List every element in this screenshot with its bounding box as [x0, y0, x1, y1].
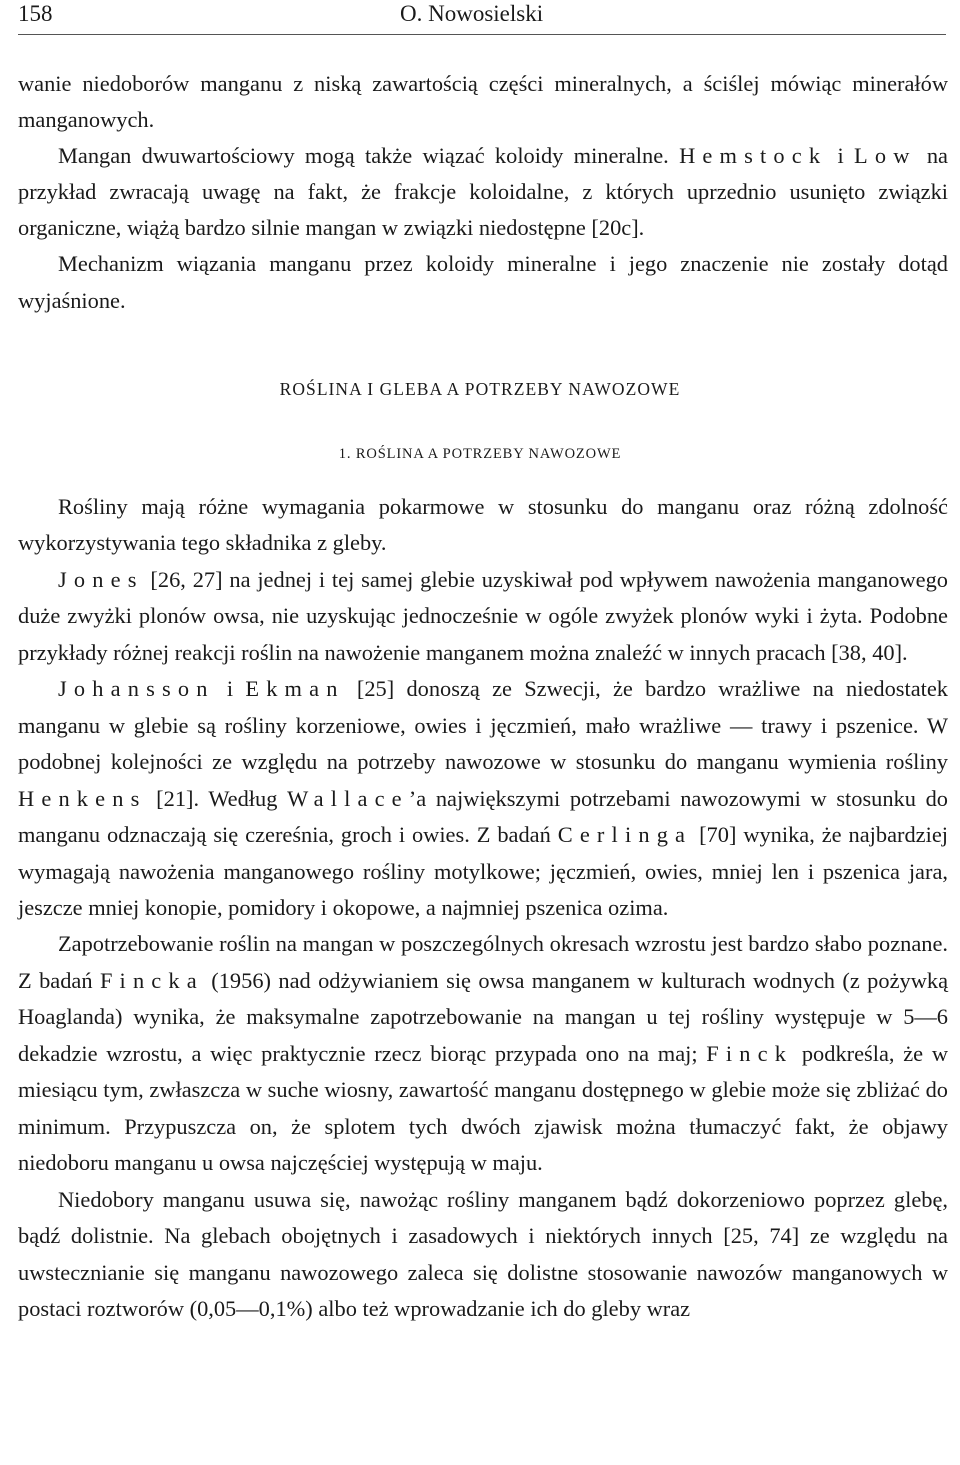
text-run: Zapotrzebowanie roślin na mangan w poszczególnych okresach wzrostu jest bardzo słabo poznane. Z badań [18, 931, 948, 993]
author-name: Fincka [99, 967, 204, 993]
text-run: [25] donoszą ze Szwecji, że bardzo wrażliwe na niedostatek manganu w glebie są rośliny korzeniowe, owies i jęczmień, mało wrażliwe — trawy i pszenice. W podobnej kolejności ze względu na potrzeby nawozowe w stosunku do manganu wymienia rośliny [18, 676, 948, 775]
paragraph: wanie niedoborów manganu z niską zawartością części mineralnych, a ściślej mówiąc minerałów manganowych. [18, 71, 948, 133]
author-name: Jones [58, 566, 144, 592]
paragraph [18, 926, 948, 1181]
author-name: Wallace [287, 785, 409, 811]
text-run: i [827, 143, 855, 169]
paragraph: Niedobory manganu usuwa się, nawożąc rośliny manganem bądź dokorzeniowo poprzez glebę, bądź dolistnie. Na glebach obojętnych i zasadowych i niektórych innych [25, 74] ze względu na uwstecznianie się manganu nawozowego zaleca się dolistne stosowanie nawozów manganowych w postaci roztworów (0,05—0,1%) albo też wprowadzanie ich do gleby wraz [18, 1186, 948, 1321]
text-run: [26, 27] na jednej i tej samej glebie uzyskiwał pod wpływem nawożenia manganowego duże zwyżki plonów owsa, nie uzyskując jednocześnie w ogóle zwyżek plonów wyki i żyta. Podobne przykłady różnej reakcji roślin na nawożenie manganem można znaleźć w innych pracach [38, 40]. [18, 566, 948, 665]
header-rule [18, 34, 946, 35]
paragraph [18, 562, 948, 671]
text-run: [21]. Według [146, 785, 288, 811]
author-name: Ekman [245, 676, 345, 702]
text-run: ’a największymi potrzebami nawozowymi w stosunku do manganu odznaczają się czereśnia, groch i owies. Z badań [18, 785, 948, 848]
text-run: [70] wynika, że najbardziej wymagają nawożenia manganowego rośliny motylkowe; jęczmień, owies, mniej len i pszenica jara, jeszcze mniej konopie, pomidory i okopowe, a najmniej pszenica ozima. [18, 822, 948, 920]
author-name: Cerlinga [557, 822, 693, 848]
section-heading: 1. ROŚLINA A POTRZEBY NAWOZOWE [338, 446, 622, 462]
text-run: Mangan dwuwartościowy mogą także wiązać koloidy mineralne. [58, 143, 680, 169]
running-head: O. Nowosielski [400, 1, 544, 26]
text-run: podkreśla, że w miesiącu tym, zwłaszcza w suche wiosny, zawartość manganu dostępnego w glebie może się zbliżać do minimum. Przypuszcza on, że splotem tych dwóch zjawisk można tłumaczyć fakt, że objawy niedoboru manganu u owsa najczęściej występują w maju. [18, 1040, 948, 1176]
author-name: Low [854, 143, 917, 169]
author-name: Finck [706, 1040, 794, 1066]
section-2-text [18, 489, 948, 1327]
text-run: i [214, 676, 246, 702]
paragraph [18, 138, 948, 246]
text-run: (1956) nad odżywianiem się owsa manganem w kulturach wodnych (z pożywką Hoaglanda) wynika, że maksymalne zapotrzebowanie na mangan u tej rośliny występuje w 5—6 dekadzie wzrostu, a więc praktycznie rzecz biorąc przypada ono na maj; [18, 967, 949, 1066]
page-number: 158 [18, 1, 53, 26]
author-name: Johansson [58, 676, 215, 702]
author-name: Henkens [18, 785, 147, 811]
chapter-heading: ROŚLINA I GLEBA A POTRZEBY NAWOZOWE [279, 379, 681, 399]
page-header [18, 0, 946, 30]
paragraph: Rośliny mają różne wymagania pokarmowe w stosunku do manganu oraz różną zdolność wykorzystywania tego składnika z gleby. [18, 494, 948, 556]
text-run: na przykład zwracają uwagę na fakt, że frakcje koloidalne, z których uprzednio usunięto związki organiczne, wiążą bardzo silnie mangan w związki niedostępne [20c]. [18, 143, 948, 241]
author-name: Hemstock [679, 143, 828, 169]
section-1-text [18, 66, 948, 319]
paragraph [18, 671, 948, 926]
paragraph: Mechanizm wiązania manganu przez koloidy mineralne i jego znaczenie nie zostały dotąd wyjaśnione. [18, 251, 948, 313]
